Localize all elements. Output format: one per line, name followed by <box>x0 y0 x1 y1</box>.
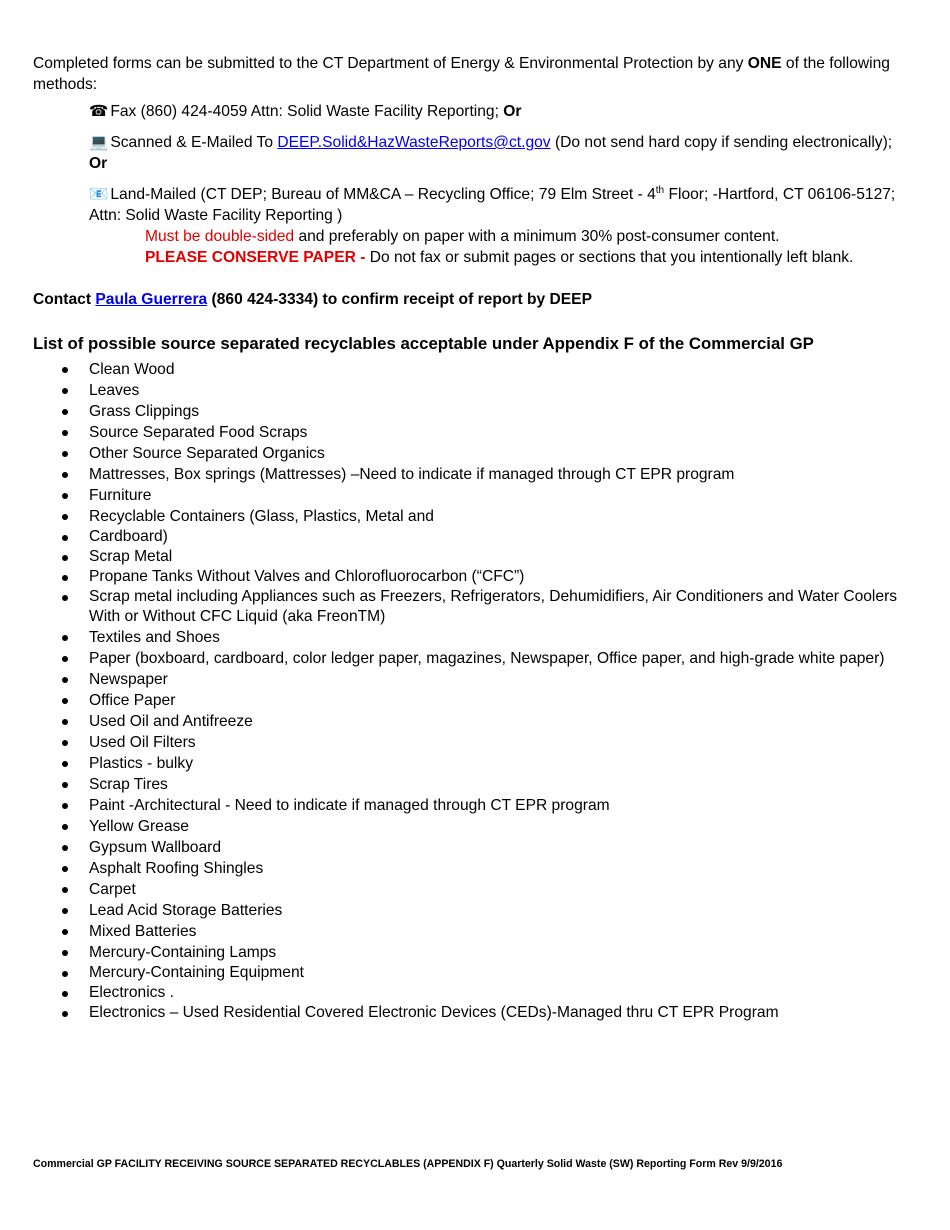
list-item: Used Oil and Antifreeze <box>33 711 913 732</box>
intro-text: Completed forms can be submitted to the CT Department of Energy & Environmental Protection by any <box>33 55 748 72</box>
list-item: Mercury-Containing Lamps <box>33 942 913 963</box>
list-item: Scrap metal including Appliances such as Freezers, Refrigerators, Dehumidifiers, Air Conditioners and Water Coolers With or Without CFC Liquid (aka FreonTM) <box>33 587 913 627</box>
list-item: Other Source Separated Organics <box>33 443 913 464</box>
list-item: Source Separated Food Scraps <box>33 422 913 443</box>
list-item: Electronics . <box>33 983 913 1003</box>
method-email <box>89 132 913 174</box>
contact-suffix: (860 424-3334) to confirm receipt of report by DEEP <box>207 291 592 308</box>
contact-prefix: Contact <box>33 291 96 308</box>
list-item: Lead Acid Storage Batteries <box>33 900 913 921</box>
contact-line <box>33 289 913 310</box>
document-body <box>33 53 913 1023</box>
list-item: Mattresses, Box springs (Mattresses) –Need to indicate if managed through CT EPR program <box>33 464 913 485</box>
mail-superscript: th <box>655 184 665 196</box>
list-item: Recyclable Containers (Glass, Plastics, Metal and <box>33 506 913 527</box>
list-item: Newspaper <box>33 669 913 690</box>
telephone-icon: ☎ <box>89 103 109 120</box>
mail-icon: 📧 <box>89 186 109 203</box>
list-item: Cardboard) <box>33 527 913 547</box>
conserve-red: PLEASE CONSERVE PAPER - <box>145 249 370 266</box>
mail-prefix: Land-Mailed (CT DEP; Bureau of MM&CA – Recycling Office; 79 Elm Street - 4 <box>110 186 656 203</box>
list-item: Mercury-Containing Equipment <box>33 963 913 983</box>
list-item: Textiles and Shoes <box>33 627 913 648</box>
list-item: Clean Wood <box>33 359 913 380</box>
contact-name-link[interactable]: Paula Guerrera <box>95 291 208 308</box>
list-item: Plastics - bulky <box>33 753 913 774</box>
list-item: Scrap Metal <box>33 547 913 567</box>
double-sided-note <box>145 226 913 247</box>
double-sided-red: Must be double-sided <box>145 228 295 245</box>
computer-icon: 💻 <box>89 134 109 151</box>
list-item: Furniture <box>33 485 913 506</box>
list-item: Paper (boxboard, cardboard, color ledger paper, magazines, Newspaper, Office paper, and high-grade white paper) <box>33 648 913 669</box>
list-item: Scrap Tires <box>33 774 913 795</box>
intro-bold: ONE <box>747 55 782 72</box>
email-suffix: (Do not send hard copy if sending electronically); <box>550 134 893 151</box>
list-item: Leaves <box>33 380 913 401</box>
email-or: Or <box>89 155 108 172</box>
list-title: List of possible source separated recyclables acceptable under Appendix F of the Commercial GP <box>33 334 814 353</box>
conserve-note <box>145 247 913 268</box>
email-link[interactable]: DEEP.Solid&HazWasteReports@ct.gov <box>277 134 551 151</box>
list-item: Mixed Batteries <box>33 921 913 942</box>
mail-suffix: Floor; -Hartford, CT 06106-5127; Attn: Solid Waste Facility Reporting ) <box>89 186 896 224</box>
fax-text: Fax (860) 424-4059 Attn: Solid Waste Facility Reporting; <box>110 103 504 120</box>
list-item: Electronics – Used Residential Covered Electronic Devices (CEDs)-Managed thru CT EPR Program <box>33 1003 913 1023</box>
conserve-rest: Do not fax or submit pages or sections that you intentionally left blank. <box>369 249 854 266</box>
method-fax <box>89 101 913 122</box>
email-prefix: Scanned & E-Mailed To <box>110 134 278 151</box>
list-item: Asphalt Roofing Shingles <box>33 858 913 879</box>
list-item: Propane Tanks Without Valves and Chlorofluorocarbon (“CFC”) <box>33 567 913 587</box>
page-footer: Commercial GP FACILITY RECEIVING SOURCE SEPARATED RECYCLABLES (APPENDIX F) Quarterly Solid Waste (SW) Reporting Form Rev 9/9/2016 <box>33 1158 783 1170</box>
intro-text-end: of the following methods: <box>33 55 890 93</box>
fax-or: Or <box>503 103 522 120</box>
list-item: Office Paper <box>33 690 913 711</box>
method-mail <box>89 184 913 226</box>
recyclables-list <box>33 359 913 1023</box>
intro-paragraph <box>33 53 913 95</box>
list-item: Used Oil Filters <box>33 732 913 753</box>
list-item: Paint -Architectural - Need to indicate if managed through CT EPR program <box>33 795 913 816</box>
list-item: Gypsum Wallboard <box>33 837 913 858</box>
list-item: Yellow Grease <box>33 816 913 837</box>
list-item: Carpet <box>33 879 913 900</box>
double-sided-rest: and preferably on paper with a minimum 30% post-consumer content. <box>294 228 780 245</box>
list-item: Grass Clippings <box>33 401 913 422</box>
